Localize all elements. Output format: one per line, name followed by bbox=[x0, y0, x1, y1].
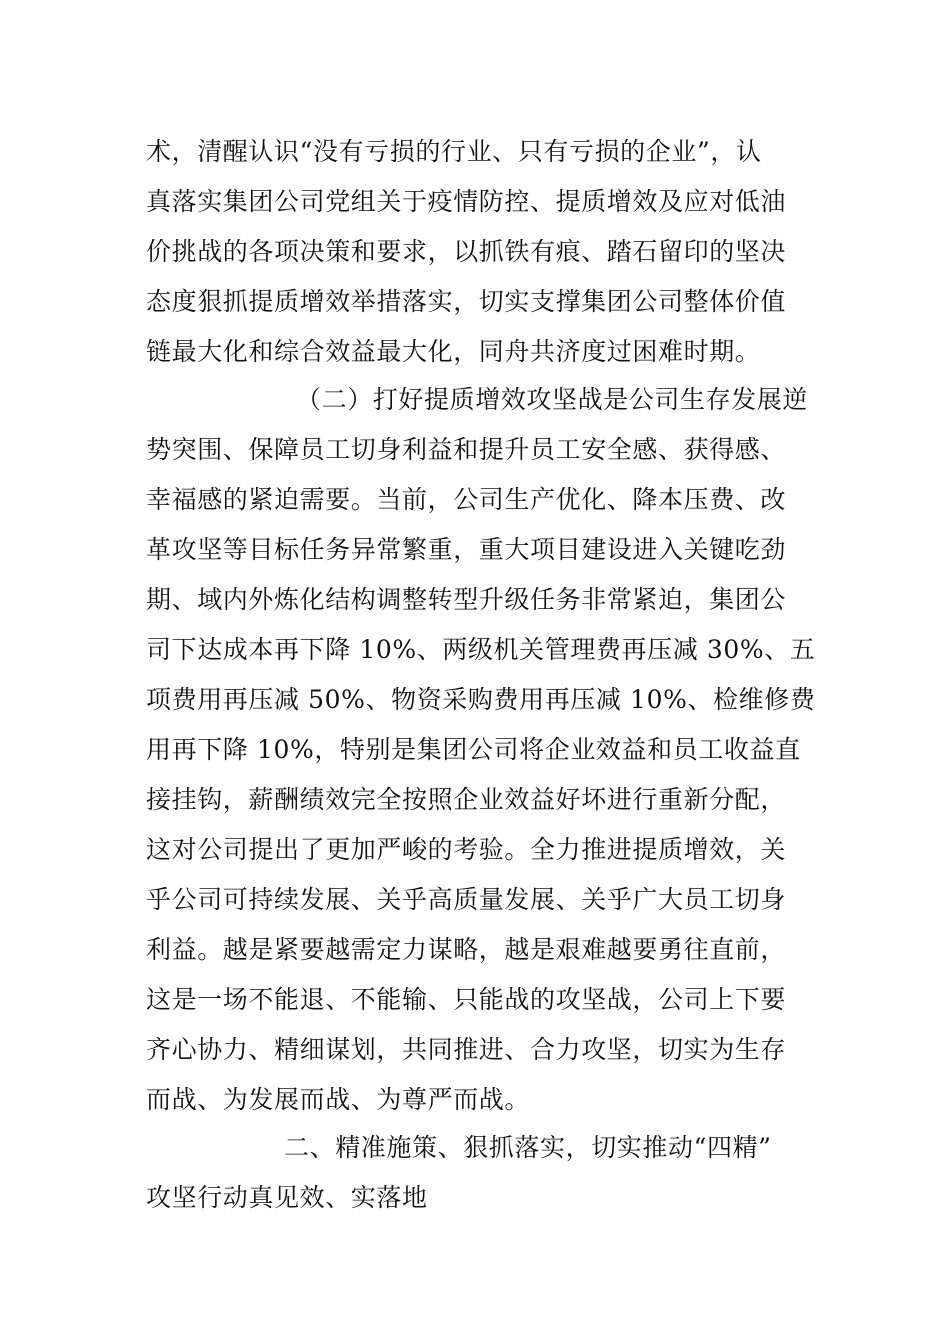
body-text-line: 利益。越是紧要越需定力谋略，越是艰难越要勇往直前， bbox=[146, 935, 787, 964]
section-heading-line: 二、精准施策、狠抓落实，切实推动“四精” bbox=[284, 1133, 772, 1162]
body-text-line: 链最大化和综合效益最大化，同舟共济度过困难时期。 bbox=[146, 337, 761, 366]
section-subheading-line: （二）打好提质增效攻坚战是公司生存发展逆 bbox=[296, 385, 809, 414]
body-text-line: 幸福感的紧迫需要。当前，公司生产优化、降本压费、改 bbox=[146, 485, 787, 514]
body-text-line: 期、域内外炼化结构调整转型升级任务非常紧迫，集团公 bbox=[146, 585, 787, 614]
body-text-line: 真落实集团公司党组关于疫情防控、提质增效及应对低油 bbox=[146, 187, 787, 216]
body-text-line: 接挂钩，薪酬绩效完全按照企业效益好坏进行重新分配， bbox=[146, 785, 787, 814]
body-text-line: 齐心协力、精细谋划，共同推进、合力攻坚，切实为生存 bbox=[146, 1035, 787, 1064]
section-heading-line: 攻坚行动真见效、实落地 bbox=[146, 1183, 428, 1212]
body-text-line: 这对公司提出了更加严峻的考验。全力推进提质增效，关 bbox=[146, 835, 787, 864]
body-text-line: 势突围、保障员工切身利益和提升员工安全感、获得感、 bbox=[146, 435, 787, 464]
body-text-line: 而战、为发展而战、为尊严而战。 bbox=[146, 1085, 531, 1114]
body-text-line: 乎公司可持续发展、关乎高质量发展、关乎广大员工切身 bbox=[146, 885, 787, 914]
body-text-line: 用再下降 10%，特别是集团公司将企业效益和员工收益直 bbox=[146, 735, 801, 764]
body-text-line: 态度狠抓提质增效举措落实，切实支撑集团公司整体价值 bbox=[146, 287, 787, 316]
body-text-line: 项费用再压减 50%、物资采购费用再压减 10%、检维修费 bbox=[146, 685, 816, 714]
body-text-line: 革攻坚等目标任务异常繁重，重大项目建设进入关键吃劲 bbox=[146, 535, 787, 564]
body-text-line: 价挑战的各项决策和要求，以抓铁有痕、踏石留印的坚决 bbox=[146, 237, 787, 266]
body-text-line: 这是一场不能退、不能输、只能战的攻坚战，公司上下要 bbox=[146, 985, 787, 1014]
body-text-line: 术，清醒认识“没有亏损的行业、只有亏损的企业”，认 bbox=[146, 137, 762, 166]
body-text-line: 司下达成本再下降 10%、两级机关管理费再压减 30%、五 bbox=[146, 635, 816, 664]
